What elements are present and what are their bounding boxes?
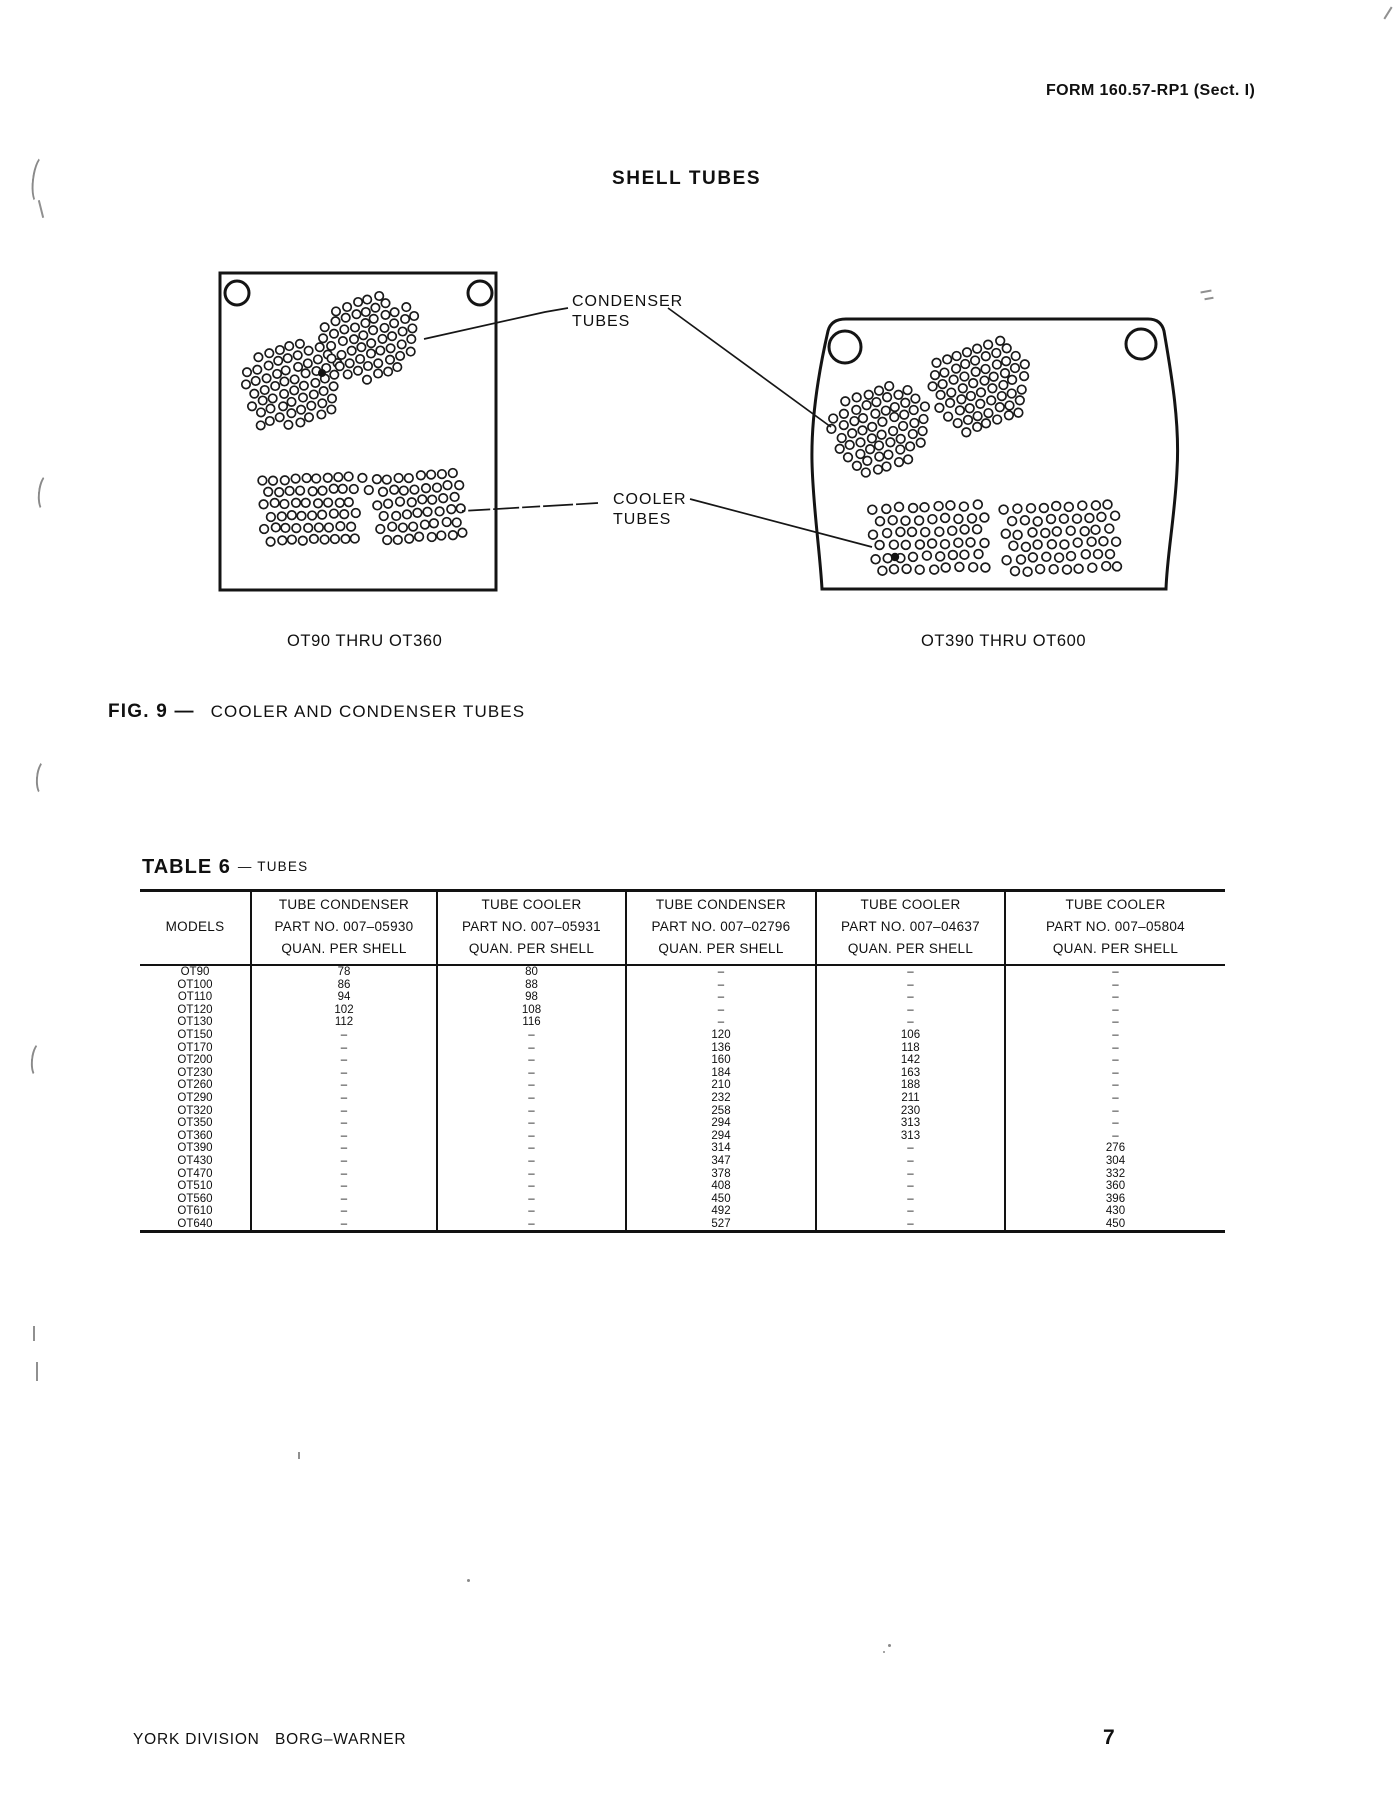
table-cell: 492	[626, 1205, 816, 1218]
table-cell: 232	[626, 1092, 816, 1105]
table-cell: –	[251, 1092, 437, 1105]
mounting-hole	[829, 331, 861, 363]
condenser-tubes-label	[572, 292, 683, 332]
table-cell: –	[251, 1067, 437, 1080]
table-header-cell: TUBE CONDENSER PART NO. 007–02796 QUAN. PER SHELL	[626, 891, 816, 966]
table-cell: 188	[816, 1079, 1005, 1092]
table-cell: 211	[816, 1092, 1005, 1105]
table-cell: –	[251, 1205, 437, 1218]
table-cell: –	[437, 1180, 626, 1193]
table-cell: –	[816, 1155, 1005, 1168]
table-cell: –	[626, 991, 816, 1004]
table-cell: –	[251, 1218, 437, 1232]
table-cell: 347	[626, 1155, 816, 1168]
table-cell: 120	[626, 1029, 816, 1042]
table-cell: 102	[251, 1004, 437, 1017]
table-cell: 78	[251, 965, 437, 979]
table-cell: –	[251, 1155, 437, 1168]
scan-artifact	[888, 1644, 891, 1647]
cooler-label-line1: COOLER	[613, 491, 687, 508]
table-cell: 98	[437, 991, 626, 1004]
table-cell: 313	[816, 1130, 1005, 1143]
table-cell: 314	[626, 1142, 816, 1155]
scan-artifact	[33, 1326, 35, 1341]
table-row	[140, 1155, 1225, 1168]
cooler-label-line2: TUBES	[613, 511, 672, 528]
figure-title: COOLER AND CONDENSER TUBES	[210, 702, 526, 721]
table-cell: OT200	[177, 1054, 213, 1067]
table-row	[140, 1079, 1225, 1092]
table-cell: –	[816, 979, 1005, 992]
table-header-row	[140, 891, 1225, 966]
table-cell: 396	[1005, 1193, 1225, 1206]
table-header-cell: TUBE CONDENSER PART NO. 007–05930 QUAN. PER SHELL	[251, 891, 437, 966]
table-cell: –	[437, 1105, 626, 1118]
table-cell: –	[816, 1193, 1005, 1206]
table-cell: 294	[626, 1130, 816, 1143]
table-cell: OT430	[177, 1154, 213, 1167]
table-cell: –	[1005, 1130, 1225, 1143]
table-cell: –	[437, 1218, 626, 1232]
table-cell: OT470	[177, 1167, 213, 1180]
table-cell: OT130	[177, 1016, 213, 1029]
table-cell: –	[816, 1016, 1005, 1029]
footer-company: YORK DIVISION BORG–WARNER	[133, 1731, 407, 1748]
table-cell: –	[251, 1054, 437, 1067]
condenser-label-line2: TUBES	[572, 313, 631, 330]
table-row	[140, 979, 1225, 992]
table-cell: OT360	[177, 1129, 213, 1142]
table-cell: 142	[816, 1054, 1005, 1067]
scan-artifact	[467, 1579, 470, 1582]
table-cell: –	[816, 1205, 1005, 1218]
table-header-cell: TUBE COOLER PART NO. 007–05804 QUAN. PER SHELL	[1005, 891, 1225, 966]
table-number: TABLE 6	[142, 856, 231, 878]
table-cell: OT560	[177, 1192, 213, 1205]
figure-number: FIG. 9 —	[108, 701, 195, 722]
table-cell: OT510	[177, 1180, 213, 1193]
table-row	[140, 1218, 1225, 1232]
table-cell: 116	[437, 1016, 626, 1029]
table-cell: –	[626, 979, 816, 992]
table-cell: OT110	[177, 991, 213, 1004]
page-number: 7	[1103, 1726, 1115, 1749]
table-cell: OT120	[177, 1003, 213, 1016]
table-cell: –	[437, 1142, 626, 1155]
cooler-condenser-diagram	[0, 0, 1398, 700]
table-cell: –	[437, 1168, 626, 1181]
table-cell: OT100	[177, 978, 213, 991]
table-cell: 276	[1005, 1142, 1225, 1155]
table-cell: –	[437, 1193, 626, 1206]
table-cell: –	[251, 1130, 437, 1143]
condenser-label-line1: CONDENSER	[572, 293, 684, 310]
table-header-cell: TUBE COOLER PART NO. 007–04637 QUAN. PER SHELL	[816, 891, 1005, 966]
table-cell: OT320	[177, 1104, 213, 1117]
table-row	[140, 1042, 1225, 1055]
table-cell: –	[1005, 1092, 1225, 1105]
scan-artifact	[883, 1651, 885, 1653]
table-row	[140, 1105, 1225, 1118]
table-cell: 313	[816, 1117, 1005, 1130]
table-cell: –	[816, 1004, 1005, 1017]
table-cell: –	[1005, 1079, 1225, 1092]
table-cell: –	[251, 1042, 437, 1055]
table-row	[140, 1067, 1225, 1080]
table-cell: OT390	[177, 1142, 213, 1155]
cooler-tubes-label	[613, 490, 687, 530]
table-row	[140, 965, 1225, 979]
table-cell: –	[1005, 991, 1225, 1004]
table-cell: OT150	[177, 1028, 213, 1041]
table-cell: –	[816, 1142, 1005, 1155]
table-cell: –	[437, 1155, 626, 1168]
table-cell: OT230	[177, 1066, 213, 1079]
table-cell: –	[251, 1193, 437, 1206]
table-cell: 94	[251, 991, 437, 1004]
table-cell: –	[437, 1130, 626, 1143]
table-row	[140, 1180, 1225, 1193]
table-cell: 86	[251, 979, 437, 992]
scan-artifact	[29, 1041, 49, 1078]
table-cell: 118	[816, 1042, 1005, 1055]
table-cell: 106	[816, 1029, 1005, 1042]
table-cell: –	[251, 1117, 437, 1130]
table-cell: OT260	[177, 1079, 213, 1092]
mounting-hole	[468, 281, 492, 305]
table-cell: OT610	[177, 1205, 213, 1218]
table-cell: –	[1005, 1067, 1225, 1080]
form-number: FORM 160.57-RP1 (Sect. I)	[1046, 82, 1256, 99]
table-row	[140, 1168, 1225, 1181]
table-cell: –	[437, 1117, 626, 1130]
table-cell: –	[816, 991, 1005, 1004]
table-cell: 304	[1005, 1155, 1225, 1168]
table-cell: 294	[626, 1117, 816, 1130]
table-cell: 160	[626, 1054, 816, 1067]
table-cell: 378	[626, 1168, 816, 1181]
table-cell: –	[816, 1218, 1005, 1232]
table-cell: –	[1005, 979, 1225, 992]
tubes-table	[140, 889, 1225, 1233]
table-cell: –	[1005, 1029, 1225, 1042]
table-cell: –	[1005, 1042, 1225, 1055]
table-cell: –	[437, 1029, 626, 1042]
figure-heading	[108, 701, 525, 723]
page-title: SHELL TUBES	[612, 168, 762, 189]
table-row	[140, 1004, 1225, 1017]
table-header-cell: TUBE COOLER PART NO. 007–05931 QUAN. PER SHELL	[437, 891, 626, 966]
caption-right: OT390 THRU OT600	[921, 632, 1087, 650]
table-cell: 258	[626, 1105, 816, 1118]
table-cell: –	[626, 1016, 816, 1029]
mounting-hole	[1126, 329, 1156, 359]
table-row	[140, 1029, 1225, 1042]
caption-left: OT90 THRU OT360	[287, 632, 443, 650]
table-heading	[142, 856, 308, 879]
table-row	[140, 1193, 1225, 1206]
table-cell: –	[251, 1029, 437, 1042]
table-cell: –	[626, 965, 816, 979]
tube-sheet-ot90-ot360	[220, 273, 496, 590]
table-cell: 230	[816, 1105, 1005, 1118]
table-cell: 450	[626, 1193, 816, 1206]
table-cell: 136	[626, 1042, 816, 1055]
scan-artifact	[298, 1452, 300, 1459]
table-cell: –	[251, 1180, 437, 1193]
mounting-hole	[225, 281, 249, 305]
table-row	[140, 1205, 1225, 1218]
table-cell: 184	[626, 1067, 816, 1080]
table-cell: OT350	[177, 1117, 213, 1130]
table-cell: OT290	[177, 1091, 213, 1104]
table-cell: –	[437, 1067, 626, 1080]
table-row	[140, 1117, 1225, 1130]
table-cell: –	[816, 1168, 1005, 1181]
table-cell: –	[437, 1079, 626, 1092]
table-cell: –	[1005, 1105, 1225, 1118]
table-cell: OT170	[177, 1041, 213, 1054]
scan-artifact	[34, 759, 53, 796]
table-cell: –	[816, 1180, 1005, 1193]
table-row	[140, 1142, 1225, 1155]
table-row	[140, 991, 1225, 1004]
table-cell: –	[626, 1004, 816, 1017]
table-cell: –	[251, 1105, 437, 1118]
table-cell: 527	[626, 1218, 816, 1232]
table-cell: –	[251, 1142, 437, 1155]
table-cell: 332	[1005, 1168, 1225, 1181]
table-cell: –	[1005, 965, 1225, 979]
table-row	[140, 1092, 1225, 1105]
scan-artifact	[36, 1362, 38, 1381]
table-header-cell: MODELS	[140, 891, 251, 966]
table-cell: –	[1005, 1004, 1225, 1017]
table-cell: 408	[626, 1180, 816, 1193]
table-cell: –	[1005, 1054, 1225, 1067]
table-cell: –	[251, 1168, 437, 1181]
table-row	[140, 1054, 1225, 1067]
condenser-leader-right	[668, 308, 831, 427]
table-cell: –	[1005, 1016, 1225, 1029]
table-cell: –	[1005, 1117, 1225, 1130]
table-cell: 108	[437, 1004, 626, 1017]
table-cell: –	[816, 965, 1005, 979]
table-cell: 80	[437, 965, 626, 979]
table-cell: –	[251, 1079, 437, 1092]
table-cell: 210	[626, 1079, 816, 1092]
table-cell: 430	[1005, 1205, 1225, 1218]
table-cell: –	[437, 1042, 626, 1055]
table-cell: 163	[816, 1067, 1005, 1080]
table-cell: 360	[1005, 1180, 1225, 1193]
table-cell: 88	[437, 979, 626, 992]
tube-sheet-ot390-ot600	[812, 319, 1178, 589]
table-cell: 450	[1005, 1218, 1225, 1232]
table-cell: –	[437, 1092, 626, 1105]
table-cell: –	[437, 1205, 626, 1218]
table-cell: 112	[251, 1016, 437, 1029]
table-title: — TUBES	[237, 859, 309, 874]
table-cell: OT90	[180, 966, 210, 978]
table-row	[140, 1016, 1225, 1029]
table-cell: OT640	[177, 1217, 213, 1230]
table-cell: –	[437, 1054, 626, 1067]
table-row	[140, 1130, 1225, 1143]
